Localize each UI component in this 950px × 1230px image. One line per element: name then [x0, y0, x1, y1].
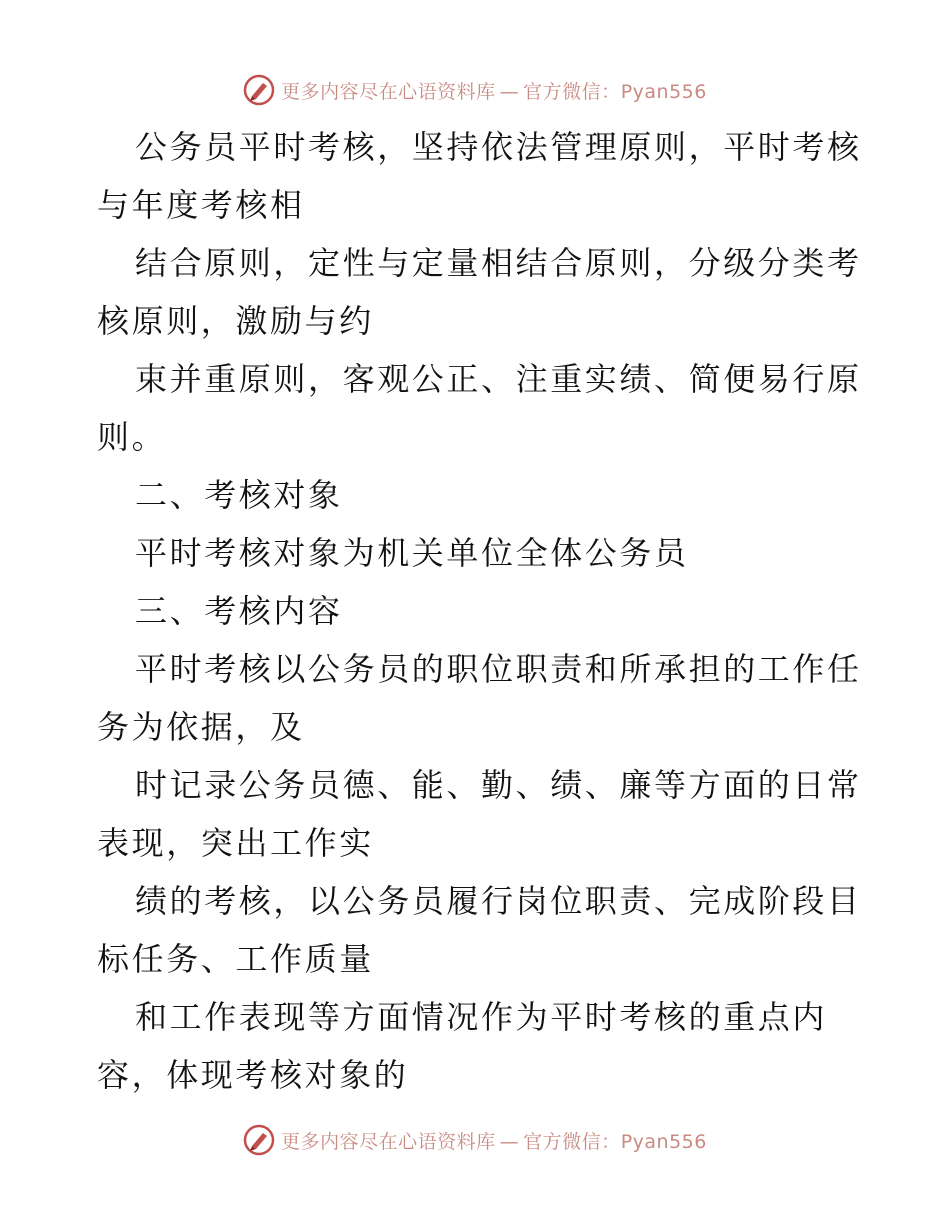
header-watermark: [0, 70, 950, 110]
text-line: 平时考核对象为机关单位全体公务员: [135, 534, 689, 572]
pen-logo-icon: [243, 1124, 275, 1156]
watermark-contact-label: 官方微信：: [523, 80, 621, 103]
text-line: 容，体现考核对象的: [97, 1056, 409, 1094]
footer-watermark: [0, 1120, 950, 1160]
text-line: 平时考核以公务员的职位职责和所承担的工作任: [135, 650, 862, 688]
text-line: 公务员平时考核，坚持依法管理原则，平时考核: [135, 128, 862, 166]
watermark-brand: 更多内容尽在心语资料库: [281, 1130, 496, 1153]
pen-logo-icon: [243, 74, 275, 106]
text-line: 时记录公务员德、能、勤、绩、廉等方面的日常: [135, 766, 862, 804]
watermark-contact-label: 官方微信：: [523, 1130, 621, 1153]
watermark-brand: 更多内容尽在心语资料库: [281, 80, 496, 103]
text-line: 与年度考核相: [97, 186, 305, 224]
watermark-separator: —: [499, 1130, 520, 1153]
text-line: 束并重原则，客观公正、注重实绩、简便易行原: [135, 360, 862, 398]
text-line: 表现，突出工作实: [97, 824, 374, 862]
text-line: 二、考核对象: [135, 476, 343, 514]
watermark-separator: —: [499, 80, 520, 103]
watermark-contact-id: Pyan556: [620, 1130, 707, 1153]
text-line: 结合原则，定性与定量相结合原则，分级分类考: [135, 244, 862, 282]
text-line: 绩的考核，以公务员履行岗位职责、完成阶段目: [135, 882, 862, 920]
watermark-contact-id: Pyan556: [620, 80, 707, 103]
text-line: 三、考核内容: [135, 592, 343, 630]
text-line: 标任务、工作质量: [97, 940, 374, 978]
text-line: 则。: [97, 418, 167, 456]
text-line: 和工作表现等方面情况作为平时考核的重点内: [135, 998, 828, 1036]
text-line: 务为依据，及: [97, 708, 305, 746]
document-body: [97, 118, 862, 1104]
text-line: 核原则，激励与约: [97, 302, 374, 340]
